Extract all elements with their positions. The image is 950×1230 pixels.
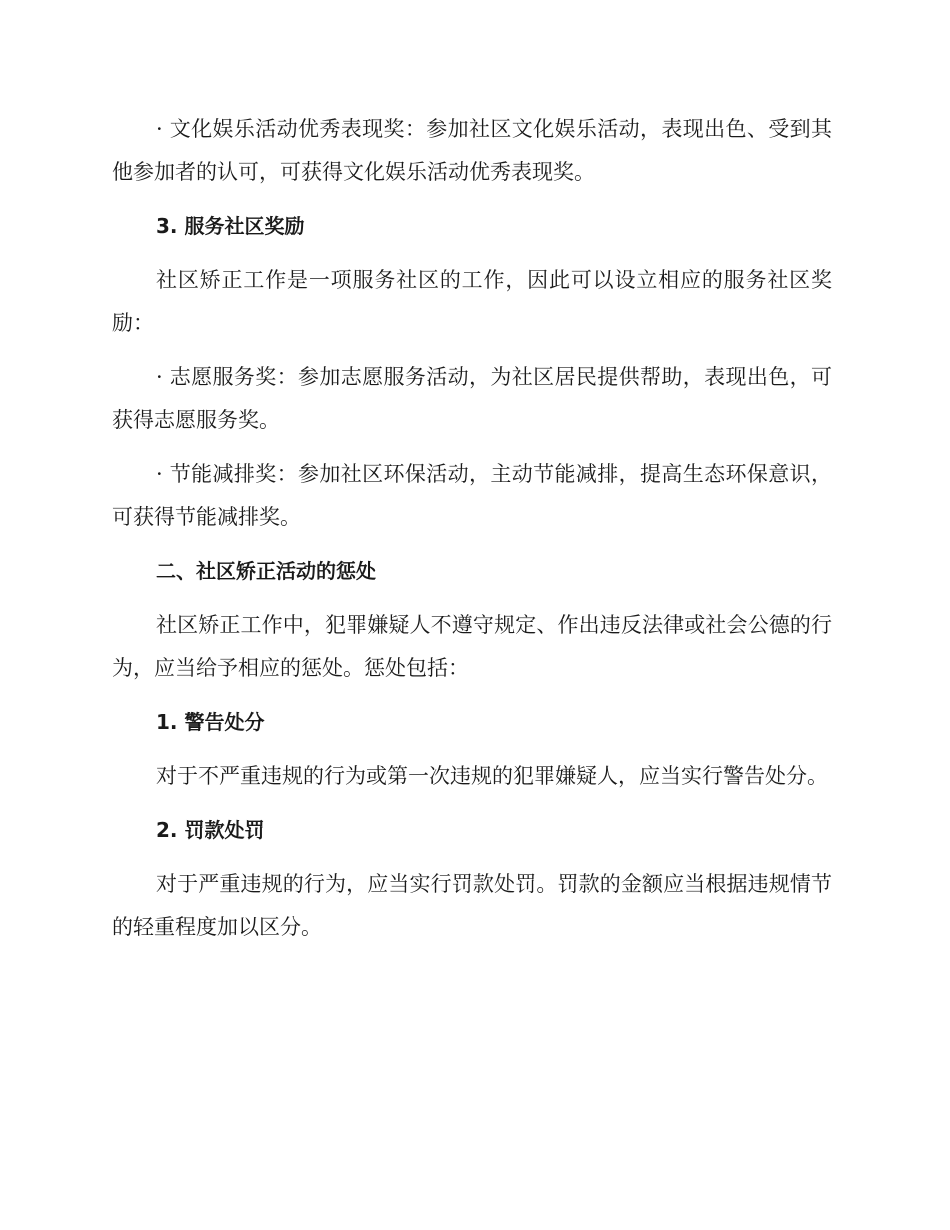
paragraph-volunteer-award: · 志愿服务奖：参加志愿服务活动，为社区居民提供帮助，表现出色，可获得志愿服务奖。 [112, 365, 832, 432]
paragraph-punishment-intro: 社区矫正工作中，犯罪嫌疑人不遵守规定、作出违反法律或社会公德的行为，应当给予相应的惩处。惩处包括： [112, 613, 832, 680]
document-body [112, 108, 832, 960]
heading-fine: 2. 罚款处罚 [156, 818, 265, 842]
heading-warning: 1. 警告处分 [156, 710, 265, 734]
heading-community-service-reward: 3. 服务社区奖励 [156, 214, 305, 238]
paragraph-energy-saving-award: · 节能减排奖：参加社区环保活动，主动节能减排，提高生态环保意识，可获得节能减排奖。 [112, 462, 832, 529]
paragraph-warning: 对于不严重违规的行为或第一次违规的犯罪嫌疑人，应当实行警告处分。 [156, 764, 828, 788]
paragraph-community-service-intro: 社区矫正工作是一项服务社区的工作，因此可以设立相应的服务社区奖励： [112, 268, 832, 335]
paragraph-fine: 对于严重违规的行为，应当实行罚款处罚。罚款的金额应当根据违规情节的轻重程度加以区分。 [112, 872, 832, 939]
paragraph-culture-award: · 文化娱乐活动优秀表现奖：参加社区文化娱乐活动，表现出色、受到其他参加者的认可，可获得文化娱乐活动优秀表现奖。 [112, 117, 832, 184]
heading-punishment-section: 二、社区矫正活动的惩处 [156, 559, 376, 583]
